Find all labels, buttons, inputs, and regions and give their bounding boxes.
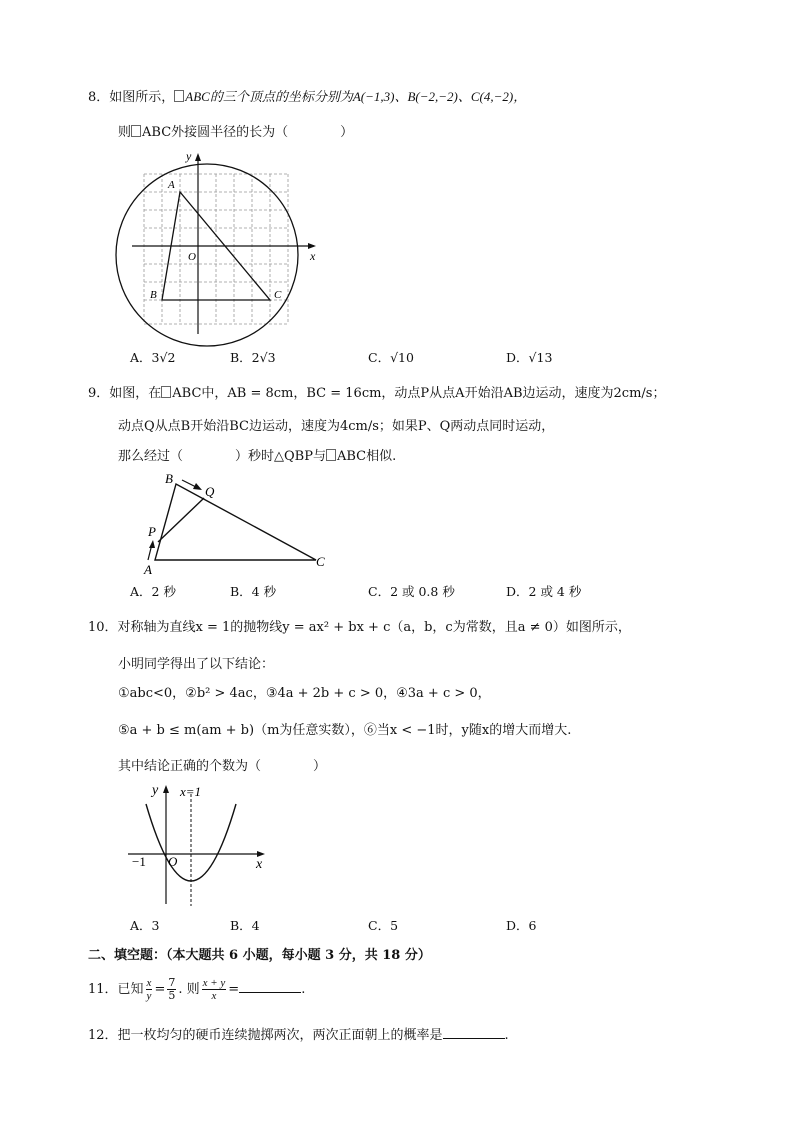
q10-line5: 其中结论正确的个数为（ ） bbox=[118, 759, 327, 774]
q8-fig-b: B bbox=[150, 289, 157, 301]
q9-line3 bbox=[118, 448, 396, 466]
q8-line1-text: ABC的三个顶点的坐标分别为 bbox=[185, 89, 353, 104]
q11-end: . bbox=[301, 982, 306, 997]
q12-end: . bbox=[504, 1028, 509, 1043]
q8-figure bbox=[128, 150, 328, 340]
triangle-box-icon bbox=[161, 386, 171, 398]
q9-line3-prefix: 那么经过（ ）秒时△QBP与 bbox=[118, 449, 326, 464]
q10-option-b[interactable]: B．4 bbox=[230, 918, 260, 933]
q11-prefix: 11．已知 bbox=[88, 982, 144, 997]
q11-line bbox=[88, 975, 305, 1005]
q12-text: 12．把一枚均匀的硬币连续抛掷两次，两次正面朝上的概率是 bbox=[88, 1028, 443, 1043]
q10-line3: ①abc<0，②b² > 4ac，③4a + 2b + c > 0，④3a + c > 0， bbox=[118, 686, 491, 701]
q9-fig-b: B bbox=[165, 471, 173, 486]
q11-eq2: = bbox=[228, 982, 240, 997]
q8-option-a[interactable]: A．3√2 bbox=[130, 350, 176, 365]
q10-option-d[interactable]: D．6 bbox=[506, 918, 537, 933]
q11-f3-num: x + y bbox=[202, 977, 226, 989]
q9-line1-prefix: 9．如图，在 bbox=[88, 386, 162, 401]
q11-f2-den: 5 bbox=[168, 989, 176, 1002]
triangle-box-icon bbox=[326, 449, 336, 461]
q11-f2-num: 7 bbox=[168, 976, 176, 989]
q10-figure bbox=[124, 780, 274, 908]
q10-line2: 小明同学得出了以下结论： bbox=[118, 657, 275, 672]
q11-f1-den: y bbox=[146, 990, 152, 1002]
q11-answer-blank[interactable] bbox=[239, 978, 301, 993]
triangle-box-icon bbox=[131, 125, 141, 137]
q8-fig-x: x bbox=[310, 249, 316, 263]
q11-f1-num: x bbox=[146, 977, 152, 989]
fraction-x-over-y bbox=[146, 977, 153, 1002]
q8-line1-prefix: 8．如图所示， bbox=[88, 90, 175, 105]
q10-fig-o: O bbox=[168, 854, 178, 869]
q11-mid: . 则 bbox=[178, 982, 200, 997]
q10-option-a[interactable]: A．3 bbox=[130, 918, 160, 933]
q9-line1 bbox=[88, 385, 665, 403]
q10-line4: ⑤a + b ≤ m(am + b)（m为任意实数），⑥当x < −1时，y随x的增大而增大. bbox=[118, 723, 572, 738]
q12-line bbox=[88, 1024, 509, 1045]
q9-option-b[interactable]: B．4 秒 bbox=[230, 584, 277, 599]
arrow-q-icon bbox=[193, 483, 202, 490]
q8-fig-y: y bbox=[186, 149, 192, 163]
q8-coords: A(−1,3)、B(−2,−2)、C(4,−2)， bbox=[352, 89, 527, 104]
q10-fig-axis-label: x=1 bbox=[180, 784, 202, 799]
q10-fig-y: y bbox=[152, 783, 159, 798]
q9-fig-q: Q bbox=[205, 484, 215, 499]
q12-answer-blank[interactable] bbox=[443, 1024, 505, 1039]
q10-option-c[interactable]: C．5 bbox=[368, 918, 399, 933]
q9-fig-p: P bbox=[148, 524, 156, 539]
q9-option-a[interactable]: A．2 秒 bbox=[130, 584, 176, 599]
q9-figure bbox=[138, 470, 338, 576]
q8-option-b[interactable]: B．2√3 bbox=[230, 350, 276, 365]
q8-grid bbox=[144, 174, 288, 324]
q8-fig-a: A bbox=[168, 179, 175, 191]
q9-option-c[interactable]: C．2 或 0.8 秒 bbox=[368, 584, 455, 599]
circumcircle bbox=[116, 164, 298, 346]
q8-option-d[interactable]: D．√13 bbox=[506, 350, 553, 365]
triangle-box-icon bbox=[174, 90, 184, 102]
q11-f3-den: x bbox=[211, 990, 217, 1002]
q9-line2: 动点Q从点B开始沿BC边运动，速度为4cm/s；如果P、Q两动点同时运动， bbox=[118, 419, 555, 434]
q10-fig-neg1: −1 bbox=[132, 854, 146, 869]
q9-option-d[interactable]: D．2 或 4 秒 bbox=[506, 584, 582, 599]
fraction-x-plus-y-over-x bbox=[202, 977, 227, 1002]
q10-line1: 10．对称轴为直线x = 1的抛物线y = ax² + bx + c（a，b，c为常数，且a ≠ 0）如图所示， bbox=[88, 620, 631, 635]
fraction-7-over-5 bbox=[167, 977, 176, 1002]
q9-fig-a: A bbox=[144, 562, 152, 577]
segment-pq bbox=[158, 498, 204, 542]
q8-line1 bbox=[88, 88, 526, 107]
y-axis-arrow-icon bbox=[163, 785, 169, 793]
y-axis-arrow-icon bbox=[195, 153, 201, 161]
q8-line2-text: ABC外接圆半径的长为（ ） bbox=[142, 125, 354, 140]
q9-fig-c: C bbox=[316, 554, 325, 569]
q8-line2-prefix: 则 bbox=[118, 125, 132, 140]
arrow-p-icon bbox=[149, 540, 155, 548]
q11-eq: = bbox=[154, 982, 166, 997]
q10-fig-x: x bbox=[256, 857, 263, 872]
q8-fig-o: O bbox=[188, 251, 196, 263]
q9-line1-text: ABC中，AB = 8cm，BC = 16cm，动点P从点A开始沿AB边运动，速度为2cm/s； bbox=[172, 386, 666, 401]
section-2-heading: 二、填空题：（本大题共 6 小题，每小题 3 分，共 18 分） bbox=[88, 948, 431, 963]
q9-line3-text: ABC相似. bbox=[336, 449, 397, 464]
q8-fig-c: C bbox=[274, 289, 282, 301]
q8-option-c[interactable]: C．√10 bbox=[368, 350, 414, 365]
q8-line2 bbox=[118, 124, 353, 142]
